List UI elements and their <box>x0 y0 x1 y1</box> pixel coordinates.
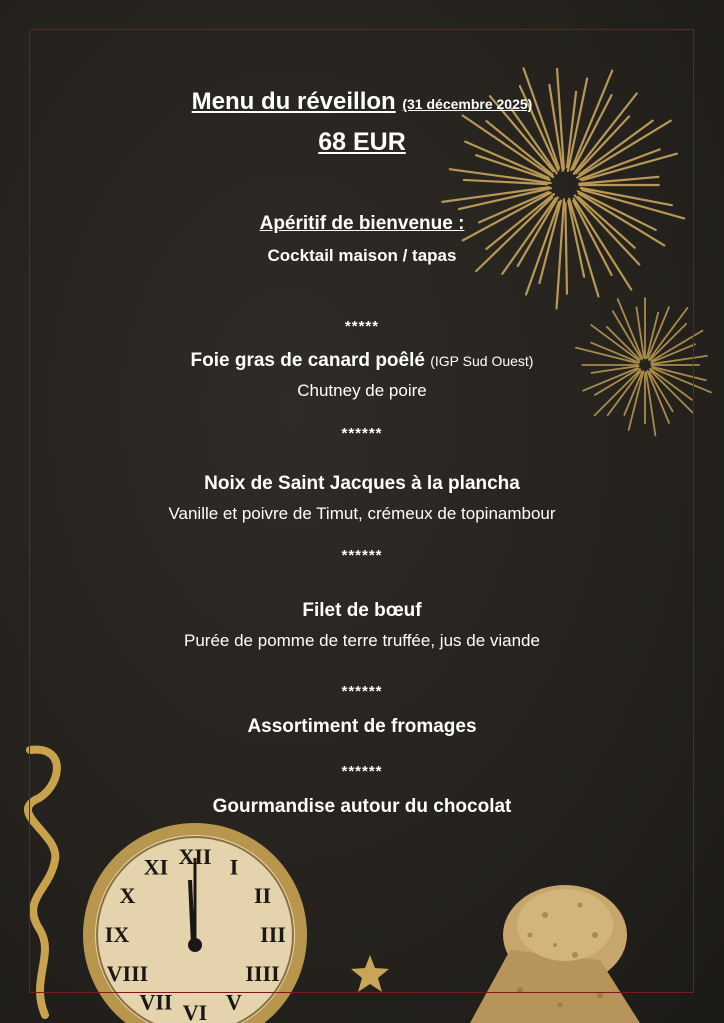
svg-text:III: III <box>260 922 286 947</box>
course-2-name: Noix de Saint Jacques à la plancha <box>204 473 520 494</box>
separator: ****** <box>341 547 383 564</box>
svg-text:VII: VII <box>139 989 173 1015</box>
separator: ****** <box>341 683 383 700</box>
svg-text:IIII: IIII <box>245 961 280 986</box>
course-4-name: Assortiment de fromages <box>247 716 477 737</box>
svg-text:VI: VI <box>182 1000 208 1023</box>
menu-title <box>0 88 724 116</box>
separator: ***** <box>344 318 380 335</box>
course-3-name: Filet de bœuf <box>302 600 422 621</box>
svg-text:V: V <box>226 989 242 1015</box>
menu-price: 68 EUR <box>318 128 406 156</box>
svg-text:IX: IX <box>104 922 130 947</box>
course-5-name: Gourmandise autour du chocolat <box>212 796 512 817</box>
course-1-title <box>0 350 724 372</box>
svg-text:XII: XII <box>178 844 212 869</box>
aperitif-detail: Cocktail maison / tapas <box>267 246 457 265</box>
course-1-name: Foie gras de canard poêlé <box>190 350 425 371</box>
separator: ****** <box>341 763 383 780</box>
aperitif-heading: Apéritif de bienvenue : <box>259 213 465 234</box>
course-3-detail: Purée de pomme de terre truffée, jus de viande <box>184 631 540 650</box>
course-1-note: (IGP Sud Ouest) <box>430 353 534 369</box>
course-1-detail: Chutney de poire <box>297 381 427 400</box>
svg-text:XI: XI <box>143 854 169 880</box>
svg-text:VIII: VIII <box>106 961 149 986</box>
menu-date: (31 décembre 2025) <box>402 96 533 112</box>
menu-title-text: Menu du réveillon <box>191 88 396 115</box>
svg-text:I: I <box>229 854 239 880</box>
course-2-detail: Vanille et poivre de Timut, crémeux de topinambour <box>168 504 556 523</box>
svg-text:X: X <box>119 883 136 908</box>
separator: ****** <box>341 425 383 442</box>
svg-text:II: II <box>253 883 272 908</box>
